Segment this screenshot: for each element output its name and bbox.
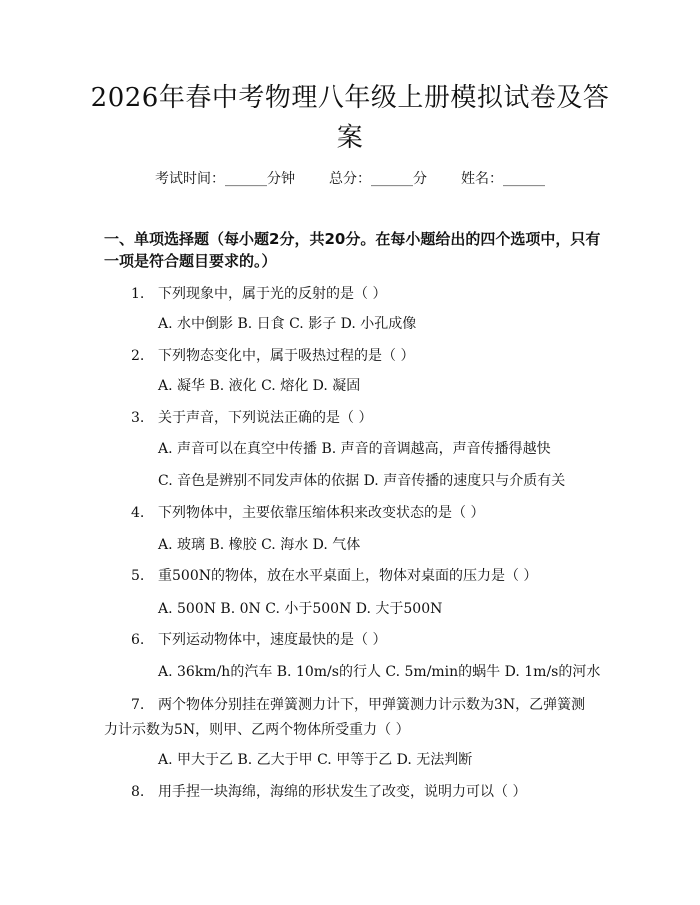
question-text: 用手捏一块海绵，海绵的形状发生了改变，说明力可以（ ）	[158, 784, 527, 800]
total-score-field: 总分：______分	[329, 171, 427, 187]
question-8	[131, 781, 526, 801]
question-number: 4.	[131, 505, 145, 521]
question-number: 5.	[131, 568, 145, 584]
question-text: 关于声音，下列说法正确的是（ ）	[158, 410, 373, 426]
question-text: 下列现象中，属于光的反射的是（ ）	[158, 286, 387, 302]
question-number: 2.	[131, 348, 145, 364]
question-text: 两个物体分别挂在弹簧测力计下，甲弹簧测力计示数为3N，乙弹簧测力计示数为5N，则甲、乙两个物体所受重力（ ）	[104, 697, 586, 738]
question-3-options-line-2: C. 音色是辨别不同发声体的依据 D. 声音传播的速度只与介质有关	[158, 473, 566, 489]
question-number: 3.	[131, 410, 145, 426]
question-7-options: A. 甲大于乙 B. 乙大于甲 C. 甲等于乙 D. 无法判断	[158, 752, 473, 768]
question-text: 下列物体中，主要依靠压缩体积来改变状态的是（ ）	[158, 505, 485, 521]
question-text: 重500N的物体，放在水平桌面上，物体对桌面的压力是（ ）	[158, 568, 538, 584]
question-2	[131, 345, 414, 365]
exam-info-line	[0, 168, 700, 188]
question-6	[131, 629, 386, 649]
question-text: 下列运动物体中，速度最快的是（ ）	[158, 632, 387, 648]
question-4	[131, 502, 484, 522]
exam-time-field: 考试时间：______分钟	[155, 171, 295, 187]
question-number: 7.	[131, 697, 145, 713]
question-text: 下列物态变化中，属于吸热过程的是（ ）	[158, 348, 415, 364]
question-3-options-line-1: A. 声音可以在真空中传播 B. 声音的音调越高，声音传播得越快	[158, 441, 551, 457]
question-7	[104, 693, 594, 743]
question-6-options: A. 36km/h的汽车 B. 10m/s的行人 C. 5m/min的蜗牛 D. 1m/s的河水	[158, 664, 601, 680]
question-4-options: A. 玻璃 B. 橡胶 C. 海水 D. 气体	[158, 537, 361, 553]
question-number: 8.	[131, 784, 145, 800]
question-number: 1.	[131, 286, 145, 302]
question-5	[131, 565, 537, 585]
question-number: 6.	[131, 632, 145, 648]
question-1-options: A. 水中倒影 B. 日食 C. 影子 D. 小孔成像	[158, 316, 417, 332]
question-1	[131, 283, 386, 303]
question-3	[131, 407, 372, 427]
section-heading-single-choice: 一、单项选择题（每小题2分，共20分。在每小题给出的四个选项中，只有一项是符合题目要求的。）	[104, 230, 601, 270]
exam-title: 2026年春中考物理八年级上册模拟试卷及答案	[90, 83, 610, 153]
name-field: 姓名：______	[461, 171, 545, 187]
question-5-options: A. 500N B. 0N C. 小于500N D. 大于500N	[158, 601, 443, 617]
question-2-options: A. 凝华 B. 液化 C. 熔化 D. 凝固	[158, 378, 361, 394]
